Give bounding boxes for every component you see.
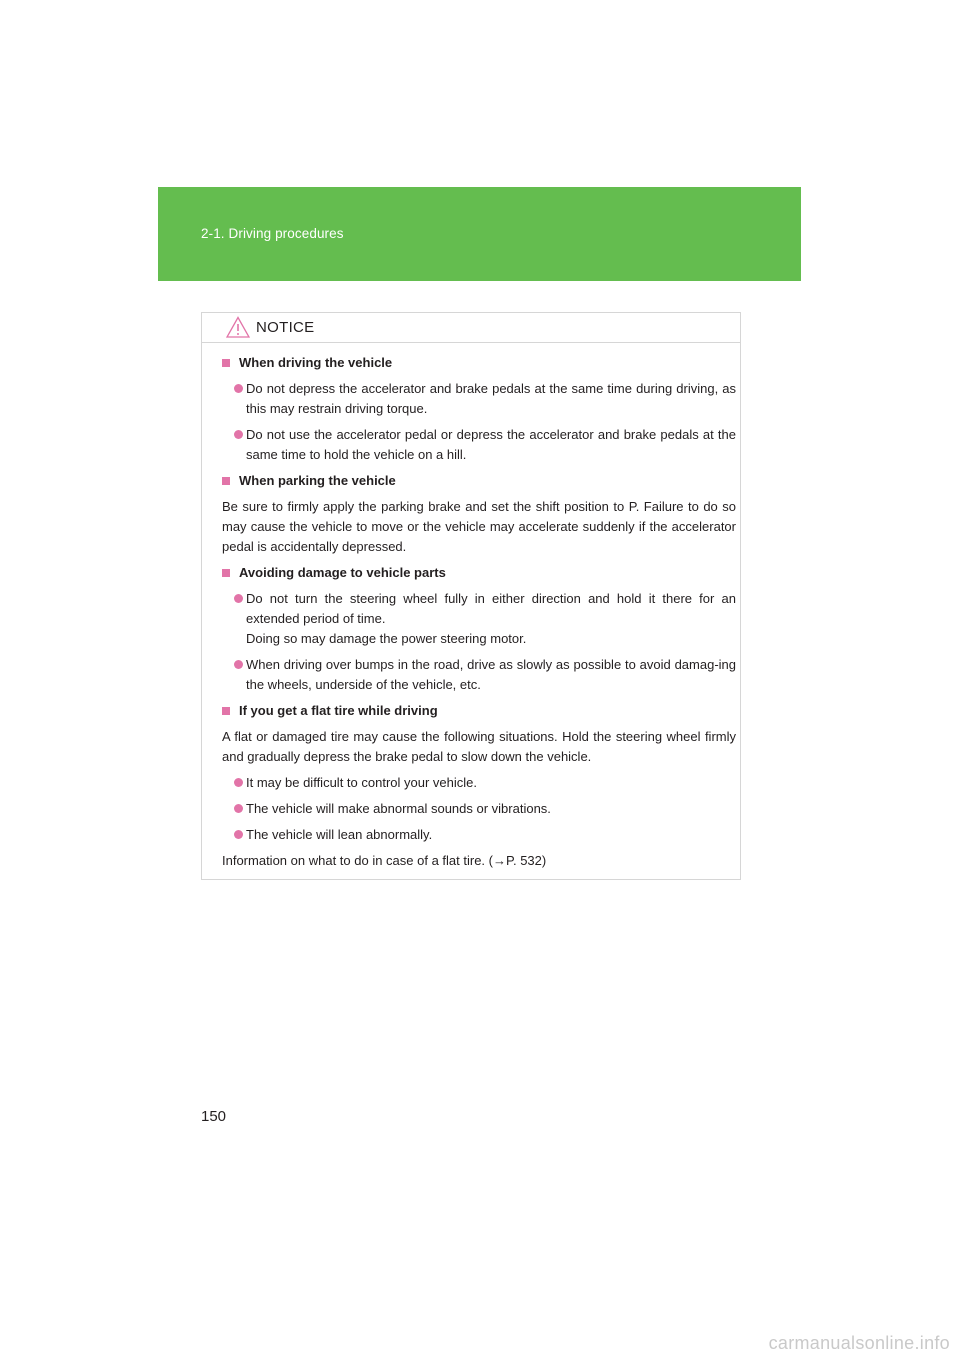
bullet-dot-icon: [234, 804, 243, 813]
notice-box: [201, 312, 741, 880]
bullet-dot-icon: [234, 384, 243, 393]
square-bullet-icon: [222, 707, 230, 715]
notice-label: NOTICE: [256, 319, 315, 336]
paragraph: Be sure to firmly apply the parking brake and set the shift position to P. Failure to do so may cause the vehicle to move or the vehicle may accelerate suddenly if the accelerator pedal is accidentally depressed.: [222, 499, 736, 554]
bullet-dot-icon: [234, 778, 243, 787]
notice-header: [202, 313, 740, 343]
section-header-band: [158, 187, 801, 281]
bullet-dot-icon: [234, 430, 243, 439]
square-bullet-icon: [222, 477, 230, 485]
section-heading: Avoiding damage to vehicle parts: [222, 563, 736, 583]
bullet-item: The vehicle will make abnormal sounds or vibrations.: [234, 799, 736, 819]
section-heading: When parking the vehicle: [222, 471, 736, 491]
section-heading: When driving the vehicle: [222, 353, 736, 373]
section-title: 2-1. Driving procedures: [201, 226, 344, 241]
bullet-item: Do not use the accelerator pedal or depress the accelerator and brake pedals at the same time to hold the vehicle on a hill.: [234, 425, 736, 465]
bullet-item: Do not turn the steering wheel fully in either direction and hold it there for an extended period of time. Doing so may damage the power steering motor.: [234, 589, 736, 649]
bullet-item: It may be difficult to control your vehicle.: [234, 773, 736, 793]
bullet-item: Do not depress the accelerator and brake pedals at the same time during driving, as this may restrain driving torque.: [234, 379, 736, 419]
notice-body: [222, 353, 736, 877]
watermark: carmanualsonline.info: [768, 1333, 950, 1353]
square-bullet-icon: [222, 359, 230, 367]
square-bullet-icon: [222, 569, 230, 577]
paragraph: A flat or damaged tire may cause the following situations. Hold the steering wheel firmly and gradually depress the brake pedal to slow down the vehicle.: [222, 729, 736, 764]
bullet-item: When driving over bumps in the road, drive as slowly as possible to avoid damag-ing the wheels, underside of the vehicle, etc.: [234, 655, 736, 695]
flat-tire-reference: Information on what to do in case of a flat tire. (→P. 532): [222, 853, 547, 868]
warning-triangle-icon: [226, 316, 250, 338]
bullet-dot-icon: [234, 830, 243, 839]
section-heading: If you get a flat tire while driving: [222, 701, 736, 721]
bullet-item: The vehicle will lean abnormally.: [234, 825, 736, 845]
bullet-dot-icon: [234, 660, 243, 669]
bullet-dot-icon: [234, 594, 243, 603]
page-number: 150: [201, 1108, 227, 1125]
